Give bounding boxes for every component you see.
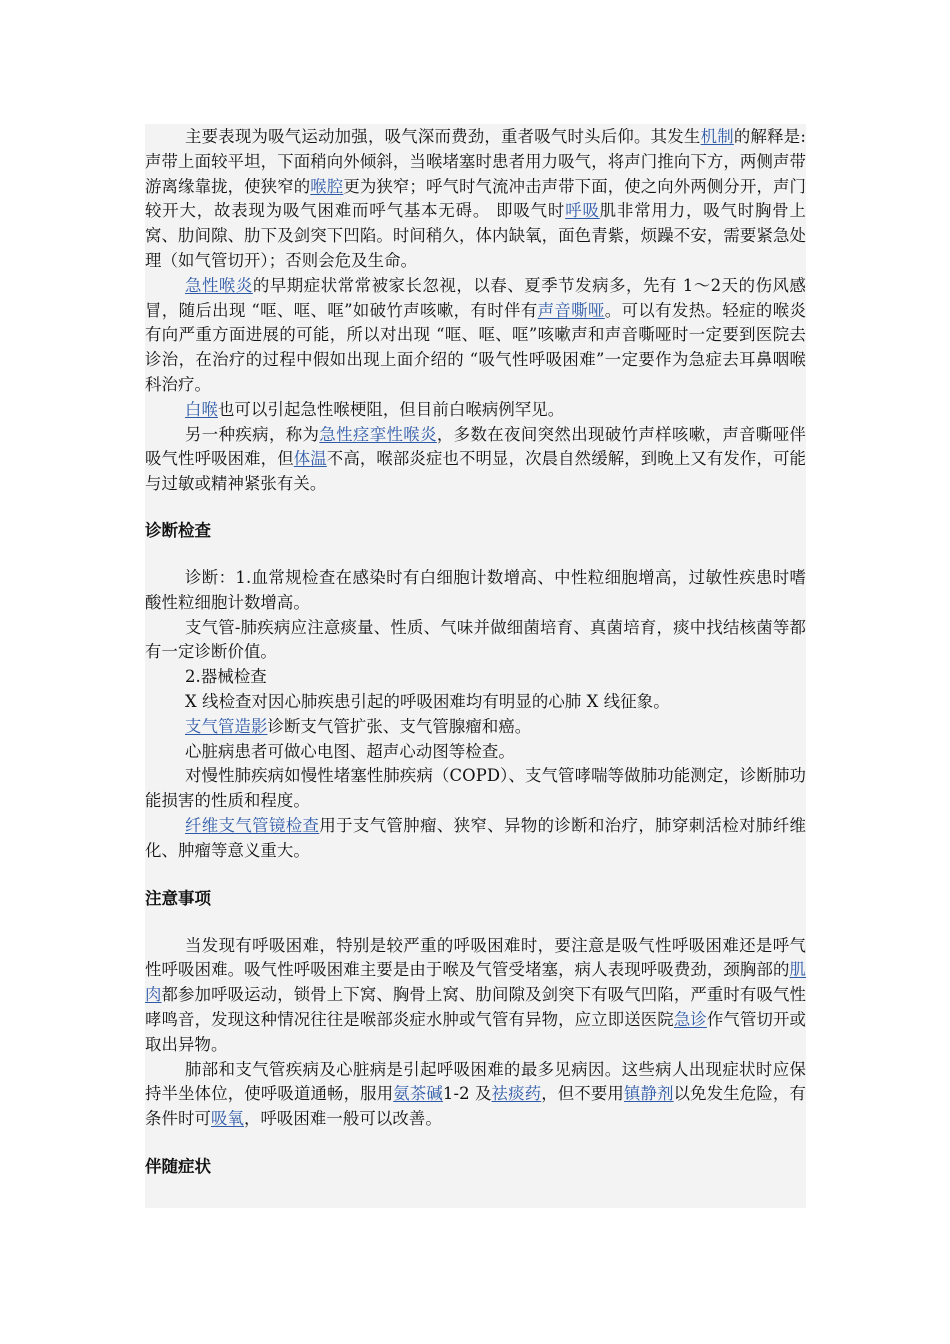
link-muscle[interactable]: 肌肉 xyxy=(145,960,806,1005)
link-fiber-bronchoscopy[interactable]: 纤维支气管镜检查 xyxy=(185,815,320,835)
paragraph: 诊断：1.血常规检查在感染时有白细胞计数增高、中性粒细胞增高，过敏性疾患时嗜酸性粒细胞计数增高。 xyxy=(145,567,806,612)
paragraph: 支气管-肺疾病应注意痰量、性质、气味并做细菌培育、真菌培育，痰中找结核菌等都有一定诊断价值。 xyxy=(145,617,806,662)
link-sedative[interactable]: 镇静剂 xyxy=(623,1084,674,1104)
link-spasmodic-laryngitis[interactable]: 急性痉挛性喉炎 xyxy=(319,424,437,444)
paragraph: 白喉也可以引起急性喉梗阻，但目前白喉病例罕见。 xyxy=(185,399,565,419)
link-breathing[interactable]: 呼吸 xyxy=(565,201,600,221)
paragraph: 肺部和支气管疾病及心脏病是引起呼吸困难的最多见病因。这些病人出现症状时应保持半坐体位，使呼吸道通畅，服用氨茶碱1-2 及祛痰药，但不要用镇静剂以免发生危险，有条件时可吸氧，呼吸困难一般可以改善。 xyxy=(145,1059,806,1129)
paragraph: 2.器械检查 xyxy=(185,667,267,687)
paragraph: 急性喉炎的早期症状常常被家长忽视，以春、夏季节发病多，先有 1～2天的伤风感冒，随后出现 “哐、哐、哐”如破竹声咳嗽，有时伴有声音嘶哑。可以有发热。轻症的喉炎有向严重方面进展的可能，所以对出现 “哐、哐、哐”咳嗽声和声音嘶哑时一定要到医院去诊治，在治疗的过程中假如出现上面介绍的 “吸气性呼吸困难”一定要作为急症去耳鼻咽喉科治疗。 xyxy=(145,275,806,394)
paragraph: 主要表现为吸气运动加强，吸气深而费劲，重者吸气时头后仰。其发生机制的解释是:声带上面较平坦，下面稍向外倾斜，当喉堵塞时患者用力吸气，将声门推向下方，两侧声带游离缘靠拢，使狭窄的喉腔更为狭窄；呼气时气流冲击声带下面，使之向外两侧分开，声门较开大，故表现为吸气困难而呼气基本无碍。 即吸气时呼吸肌非常用力，吸气时胸骨上窝、肋间隙、肋下及剑突下凹陷。时间稍久，体内缺氧，面色青紫，烦躁不安，需要紧急处理（如气管切开）；否则会危及生命。 xyxy=(145,127,806,270)
paragraph: 另一种疾病，称为急性痉挛性喉炎，多数在夜间突然出现破竹声样咳嗽，声音嘶哑伴吸气性呼吸困难，但体温不高，喉部炎症也不明显，次晨自然缓解，到晚上又有发作，可能与过敏或精神紧张有关。 xyxy=(145,424,806,494)
paragraph: 支气管造影诊断支气管扩张、支气管腺瘤和癌。 xyxy=(185,716,532,736)
paragraph: 当发现有呼吸困难，特别是较严重的呼吸困难时，要注意是吸气性呼吸困难还是呼气性呼吸困难。吸气性呼吸困难主要是由于喉及气管受堵塞，病人表现呼吸费劲，颈胸部的肌肉都参加呼吸运动，锁骨上下窝、胸骨上窝、肋间隙及剑突下有吸气凹陷，严重时有吸气性哮鸣音，发现这种情况往往是喉部炎症水肿或气管有异物，应立即送医院急诊作气管切开或取出异物。 xyxy=(145,935,806,1054)
link-oxygen[interactable]: 吸氧 xyxy=(210,1109,244,1129)
paragraph: 对慢性肺疾病如慢性堵塞性肺疾病（COPD）、支气管哮喘等做肺功能测定，诊断肺功能损害的性质和程度。 xyxy=(145,766,806,811)
paragraph: 纤维支气管镜检查用于支气管肿瘤、狭窄、异物的诊断和治疗，肺穿刺活检对肺纤维化、肿瘤等意义重大。 xyxy=(145,815,806,860)
section-heading-symptoms: 伴随症状 xyxy=(145,1156,211,1176)
link-mechanism[interactable]: 机制 xyxy=(700,127,734,146)
link-hoarseness[interactable]: 声音嘶哑 xyxy=(537,300,605,320)
link-aminophylline[interactable]: 氨茶碱 xyxy=(393,1084,443,1104)
link-emergency[interactable]: 急诊 xyxy=(673,1009,707,1029)
paragraph: 心脏病患者可做心电图、超声心动图等检查。 xyxy=(185,741,515,761)
link-diphtheria[interactable]: 白喉 xyxy=(185,399,218,419)
paragraph: X 线检查对因心肺疾患引起的呼吸困难均有明显的心肺 X 线征象。 xyxy=(185,691,670,711)
section-heading-diagnosis: 诊断检查 xyxy=(145,520,211,540)
link-body-temperature[interactable]: 体温 xyxy=(293,449,327,469)
section-heading-precautions: 注意事项 xyxy=(145,888,211,908)
link-expectorant[interactable]: 祛痰药 xyxy=(491,1084,542,1104)
content-area xyxy=(145,124,806,1208)
link-larynx-cavity[interactable]: 喉腔 xyxy=(310,176,344,196)
link-bronchography[interactable]: 支气管造影 xyxy=(185,716,268,736)
link-acute-laryngitis[interactable]: 急性喉炎 xyxy=(185,275,253,295)
